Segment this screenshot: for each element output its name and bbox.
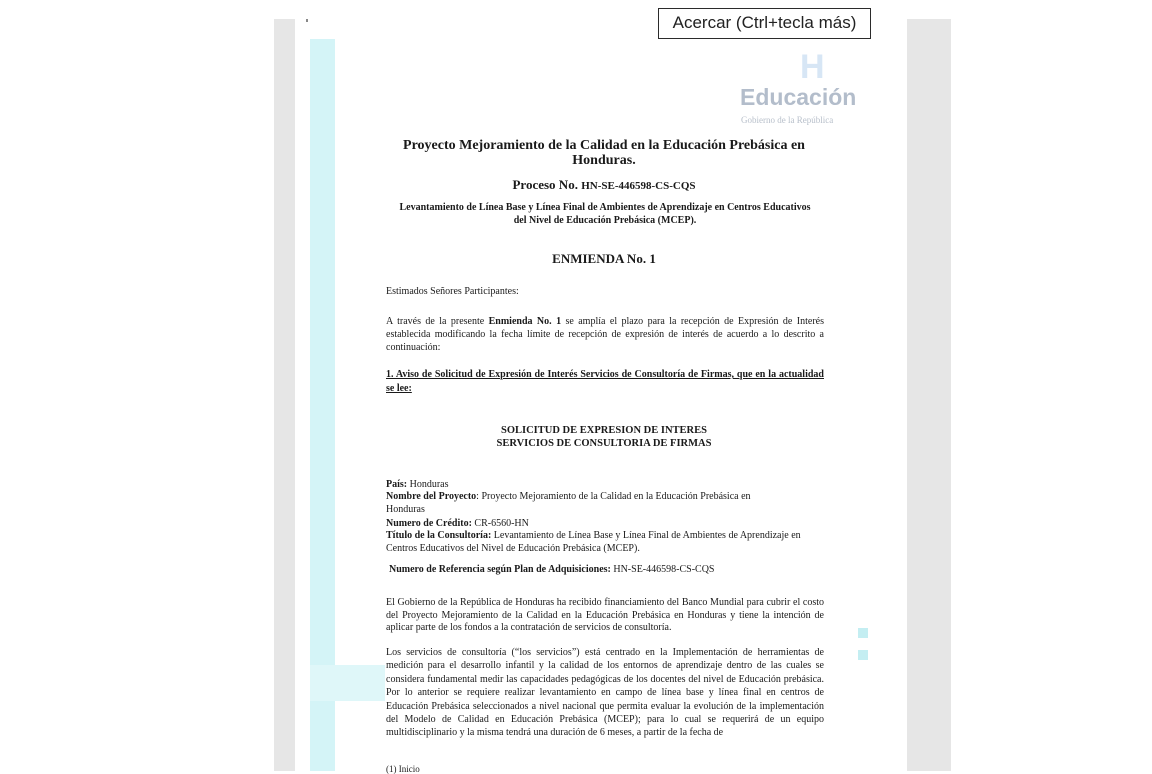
country-line: País: Honduras (386, 479, 449, 490)
intro-paragraph: A través de la presente Enmienda No. 1 se amplía el plazo para la recepción de Expresión de Interés establecida modificando la fecha límite de recepción de expresión de interés de acuerdo a lo descrito a continuación: (386, 316, 824, 353)
page-mark (306, 19, 308, 22)
page-left-decoration (310, 39, 335, 771)
logo-name: Educación (740, 84, 857, 110)
credit-line: Numero de Crédito: CR-6560-HN (386, 518, 529, 529)
amendment-heading: ENMIENDA No. 1 (552, 251, 656, 266)
greeting: Estimados Señores Participantes: (386, 286, 519, 297)
education-logo (740, 48, 875, 130)
section-heading: 1. Aviso de Solicitud de Expresión de Interés Servicios de Consultoría de Firmas, que en la actualidad se lee: (386, 369, 824, 394)
project-title: Proyecto Mejoramiento de la Calidad en la Educación Prebásica en Honduras. (403, 138, 805, 168)
request-title: SOLICITUD DE EXPRESION DE INTERES SERVICIOS DE CONSULTORIA DE FIRMAS (496, 425, 712, 449)
financing-paragraph: El Gobierno de la República de Honduras ha recibido financiamiento del Banco Mundial para cubrir el costo del Proyecto Mejoramiento de la Calidad en la Educación Prebásica en Honduras y tiene la intención de aplicar parte de los fondos a la contratación de servicios de consultoría. (386, 597, 824, 633)
reference-line: Numero de Referencia según Plan de Adquisiciones: HN-SE-446598-CS-CQS (389, 564, 715, 575)
cut-off-line: (1) Inicio (386, 764, 420, 774)
logo-mark: H (800, 48, 823, 86)
zoom-in-tooltip: Acercar (Ctrl+tecla más) (658, 8, 871, 39)
logo-subtitle: Gobierno de la República (741, 115, 834, 125)
page-right-decoration (858, 628, 870, 771)
consultancy-title-line: Título de la Consultoría: Levantamiento de Línea Base y Línea Final de Ambientes de Aprendizaje en Centros Educativos del Nivel de Educación Prebásica (MCEP). (386, 530, 801, 554)
consultancy-subtitle: Levantamiento de Línea Base y Línea Final de Ambientes de Aprendizaje en Centros Educativos del Nivel de Educación Prebásica (MCEP). (399, 202, 811, 226)
process-number: Proceso No. HN-SE-446598-CS-CQS (512, 177, 696, 192)
project-name-line: Nombre del Proyecto: Proyecto Mejoramiento de la Calidad en la Educación Prebásica en Honduras (386, 491, 751, 515)
page-left-decoration-block (310, 665, 385, 701)
services-paragraph: Los servicios de consultoría (“los servicios”) está centrado en la Implementación de herramientas de medición para el desarrollo infantil y la calidad de los entornos de aprendizaje dentro de las cuales se considera fundamental medir las capacidades pedagógicas de los docentes del nivel de Educación prebásica. Por lo anterior se requiere realizar levantamiento en campo de línea base y línea final en centros de Educación Prebásica seleccionados a nivel nacional que permita evaluar la evolución de la implementación del Modelo de Calidad en Educación Prebásica (MCEP); para lo cual se requerirá de un equipo multidisciplinario y la misma tendrá una duración de 6 meses, a partir de la fecha de (386, 647, 824, 739)
